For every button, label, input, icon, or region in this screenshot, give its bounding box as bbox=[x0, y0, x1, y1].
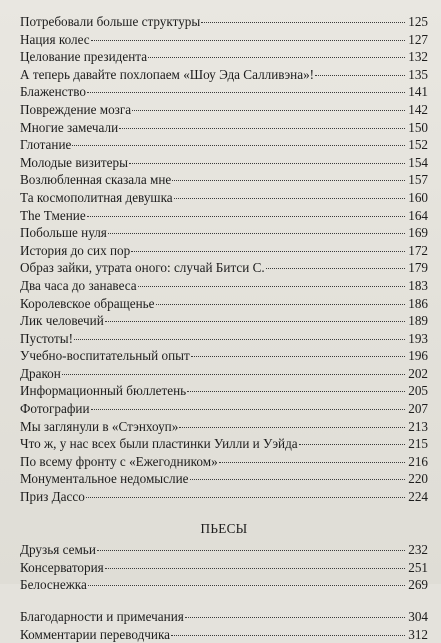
toc-entry-title: Два часа до занавеса bbox=[20, 277, 137, 293]
toc-entry bbox=[20, 453, 428, 471]
toc-entry-page-number: 150 bbox=[408, 119, 428, 135]
toc-entry-page-number: 183 bbox=[408, 277, 428, 293]
toc-entry-title: Королевское обращенье bbox=[20, 295, 155, 311]
toc-entry-page-number: 216 bbox=[408, 453, 428, 469]
toc-entry-page-number: 142 bbox=[408, 101, 428, 117]
dot-leader bbox=[138, 286, 405, 287]
dot-leader bbox=[174, 198, 405, 199]
toc-entry bbox=[20, 171, 428, 189]
toc-entry bbox=[20, 31, 428, 49]
dot-leader bbox=[87, 92, 405, 93]
dot-leader bbox=[72, 145, 405, 146]
toc-entry-title: Возлюбленная сказала мне bbox=[20, 172, 172, 188]
toc-entry-page-number: 160 bbox=[408, 189, 428, 205]
dot-leader bbox=[91, 40, 405, 41]
toc-entry bbox=[20, 435, 428, 453]
toc-entry-title: The Тмение bbox=[20, 207, 86, 223]
dot-leader bbox=[97, 550, 405, 551]
dot-leader bbox=[148, 57, 405, 58]
section-heading-plays: ПЬЕСЫ bbox=[200, 520, 248, 536]
dot-leader bbox=[129, 163, 405, 164]
toc-entry bbox=[20, 242, 428, 260]
dot-leader bbox=[132, 110, 405, 111]
dot-leader bbox=[105, 568, 405, 569]
dot-leader bbox=[86, 497, 405, 498]
toc-entry-title: Мы заглянули в «Стэнхоуп» bbox=[20, 418, 179, 434]
toc-entry bbox=[20, 295, 428, 313]
toc-entry-page-number: 224 bbox=[408, 489, 428, 505]
toc-entry-page-number: 207 bbox=[408, 401, 428, 417]
toc-entry-page-number: 164 bbox=[408, 207, 428, 223]
toc-entry-page-number: 157 bbox=[408, 172, 428, 188]
toc-entry bbox=[20, 488, 428, 506]
dot-leader bbox=[172, 180, 405, 181]
toc-entry-title: Что ж, у нас всех были пластинки Уилли и Уэйда bbox=[20, 436, 298, 452]
toc-entry bbox=[20, 608, 428, 626]
dot-leader bbox=[191, 356, 405, 357]
toc-entry-title: Монументальное недомыслие bbox=[20, 471, 189, 487]
toc-entry-title: Многие замечали bbox=[20, 119, 119, 135]
toc-entry bbox=[20, 312, 428, 330]
table-of-contents-plays bbox=[20, 541, 428, 594]
toc-entry-title: Белоснежка bbox=[20, 577, 87, 593]
dot-leader bbox=[171, 635, 405, 636]
dot-leader bbox=[190, 479, 405, 480]
toc-entry bbox=[20, 541, 428, 559]
toc-entry-page-number: 189 bbox=[408, 313, 428, 329]
toc-entry-title: Глотание bbox=[20, 137, 72, 153]
toc-entry-title: Друзья семьи bbox=[20, 542, 96, 558]
toc-entry bbox=[20, 559, 428, 577]
toc-entry bbox=[20, 48, 428, 66]
toc-entry-title: Учебно-воспитательный опыт bbox=[20, 348, 190, 364]
toc-entry-title: Приз Дассо bbox=[20, 489, 85, 505]
toc-entry-page-number: 127 bbox=[408, 31, 428, 47]
dot-leader bbox=[315, 75, 405, 76]
toc-entry-title: Дракон bbox=[20, 365, 61, 381]
toc-entry-title: Пустоты! bbox=[20, 330, 73, 346]
toc-entry bbox=[20, 382, 428, 400]
toc-entry-title: Повреждение мозга bbox=[20, 101, 132, 117]
toc-entry bbox=[20, 119, 428, 137]
toc-entry bbox=[20, 418, 428, 436]
toc-entry-title: Нация колес bbox=[20, 31, 90, 47]
dot-leader bbox=[91, 409, 405, 410]
toc-entry bbox=[20, 470, 428, 488]
toc-entry bbox=[20, 13, 428, 31]
toc-entry-page-number: 179 bbox=[408, 260, 428, 276]
toc-entry-page-number: 196 bbox=[408, 348, 428, 364]
dot-leader bbox=[108, 233, 405, 234]
dot-leader bbox=[156, 304, 405, 305]
dot-leader bbox=[119, 128, 405, 129]
toc-entry-title: Комментарии переводчика bbox=[20, 626, 171, 642]
toc-entry-page-number: 154 bbox=[408, 154, 428, 170]
toc-entry-page-number: 125 bbox=[408, 14, 428, 29]
toc-entry-title: А теперь давайте похлопаем «Шоу Эда Салливэна»! bbox=[20, 66, 315, 82]
toc-entry-title: По всему фронту с «Ежегодником» bbox=[20, 453, 218, 469]
toc-entry-title: Потребовали больше структуры bbox=[20, 14, 201, 29]
toc-entry bbox=[20, 626, 428, 643]
toc-entry-page-number: 141 bbox=[408, 84, 428, 100]
toc-entry-title: Информационный бюллетень bbox=[20, 383, 187, 399]
toc-entry-title: Побольше нуля bbox=[20, 225, 107, 241]
toc-entry-page-number: 205 bbox=[408, 383, 428, 399]
toc-entry bbox=[20, 347, 428, 365]
toc-entry-page-number: 269 bbox=[408, 577, 428, 593]
toc-entry bbox=[20, 330, 428, 348]
toc-entry-title: Молодые визитеры bbox=[20, 154, 128, 170]
toc-entry-title: Блаженство bbox=[20, 84, 87, 100]
toc-entry bbox=[20, 207, 428, 225]
toc-entry-page-number: 135 bbox=[408, 66, 428, 82]
dot-leader bbox=[187, 391, 405, 392]
toc-entry-page-number: 304 bbox=[408, 609, 428, 624]
toc-entry-page-number: 213 bbox=[408, 418, 428, 434]
toc-entry-title: Та космополитная девушка bbox=[20, 189, 173, 205]
dot-leader bbox=[185, 617, 405, 618]
toc-entry-page-number: 232 bbox=[408, 542, 428, 558]
dot-leader bbox=[299, 444, 405, 445]
toc-entry-page-number: 220 bbox=[408, 471, 428, 487]
toc-entry bbox=[20, 189, 428, 207]
dot-leader bbox=[131, 251, 405, 252]
toc-entry-page-number: 193 bbox=[408, 330, 428, 346]
toc-entry-page-number: 172 bbox=[408, 242, 428, 258]
toc-entry-title: Фотографии bbox=[20, 401, 90, 417]
toc-entry-title: Целование президента bbox=[20, 49, 148, 65]
dot-leader bbox=[87, 216, 405, 217]
dot-leader bbox=[105, 321, 405, 322]
toc-entry-page-number: 132 bbox=[408, 49, 428, 65]
toc-entry-page-number: 186 bbox=[408, 295, 428, 311]
toc-entry bbox=[20, 277, 428, 295]
toc-entry bbox=[20, 136, 428, 154]
toc-entry-title: История до сих пор bbox=[20, 242, 131, 258]
toc-entry bbox=[20, 224, 428, 242]
table-of-contents-back-matter bbox=[20, 608, 428, 643]
dot-leader bbox=[219, 462, 405, 463]
toc-entry bbox=[20, 66, 428, 84]
toc-entry-page-number: 251 bbox=[408, 559, 428, 575]
dot-leader bbox=[201, 22, 405, 23]
toc-entry-title: Консерватория bbox=[20, 559, 104, 575]
toc-entry-page-number: 215 bbox=[408, 436, 428, 452]
toc-entry bbox=[20, 83, 428, 101]
toc-entry-page-number: 152 bbox=[408, 137, 428, 153]
toc-entry bbox=[20, 259, 428, 277]
toc-entry bbox=[20, 154, 428, 172]
toc-entry bbox=[20, 101, 428, 119]
toc-entry-title: Благодарности и примечания bbox=[20, 609, 184, 624]
toc-entry-page-number: 169 bbox=[408, 225, 428, 241]
toc-entry bbox=[20, 365, 428, 383]
dot-leader bbox=[74, 339, 405, 340]
dot-leader bbox=[179, 427, 405, 428]
toc-entry-title: Лик человечий bbox=[20, 313, 104, 329]
toc-entry bbox=[20, 400, 428, 418]
dot-leader bbox=[88, 585, 405, 586]
toc-entry-title: Образ зайки, утрата оного: случай Битси С. bbox=[20, 260, 265, 276]
table-of-contents-stories bbox=[20, 13, 428, 506]
toc-entry bbox=[20, 576, 428, 594]
toc-entry-page-number: 312 bbox=[408, 626, 428, 642]
toc-entry-page-number: 202 bbox=[408, 365, 428, 381]
dot-leader bbox=[62, 374, 405, 375]
section-gap bbox=[20, 594, 428, 608]
dot-leader bbox=[266, 268, 405, 269]
